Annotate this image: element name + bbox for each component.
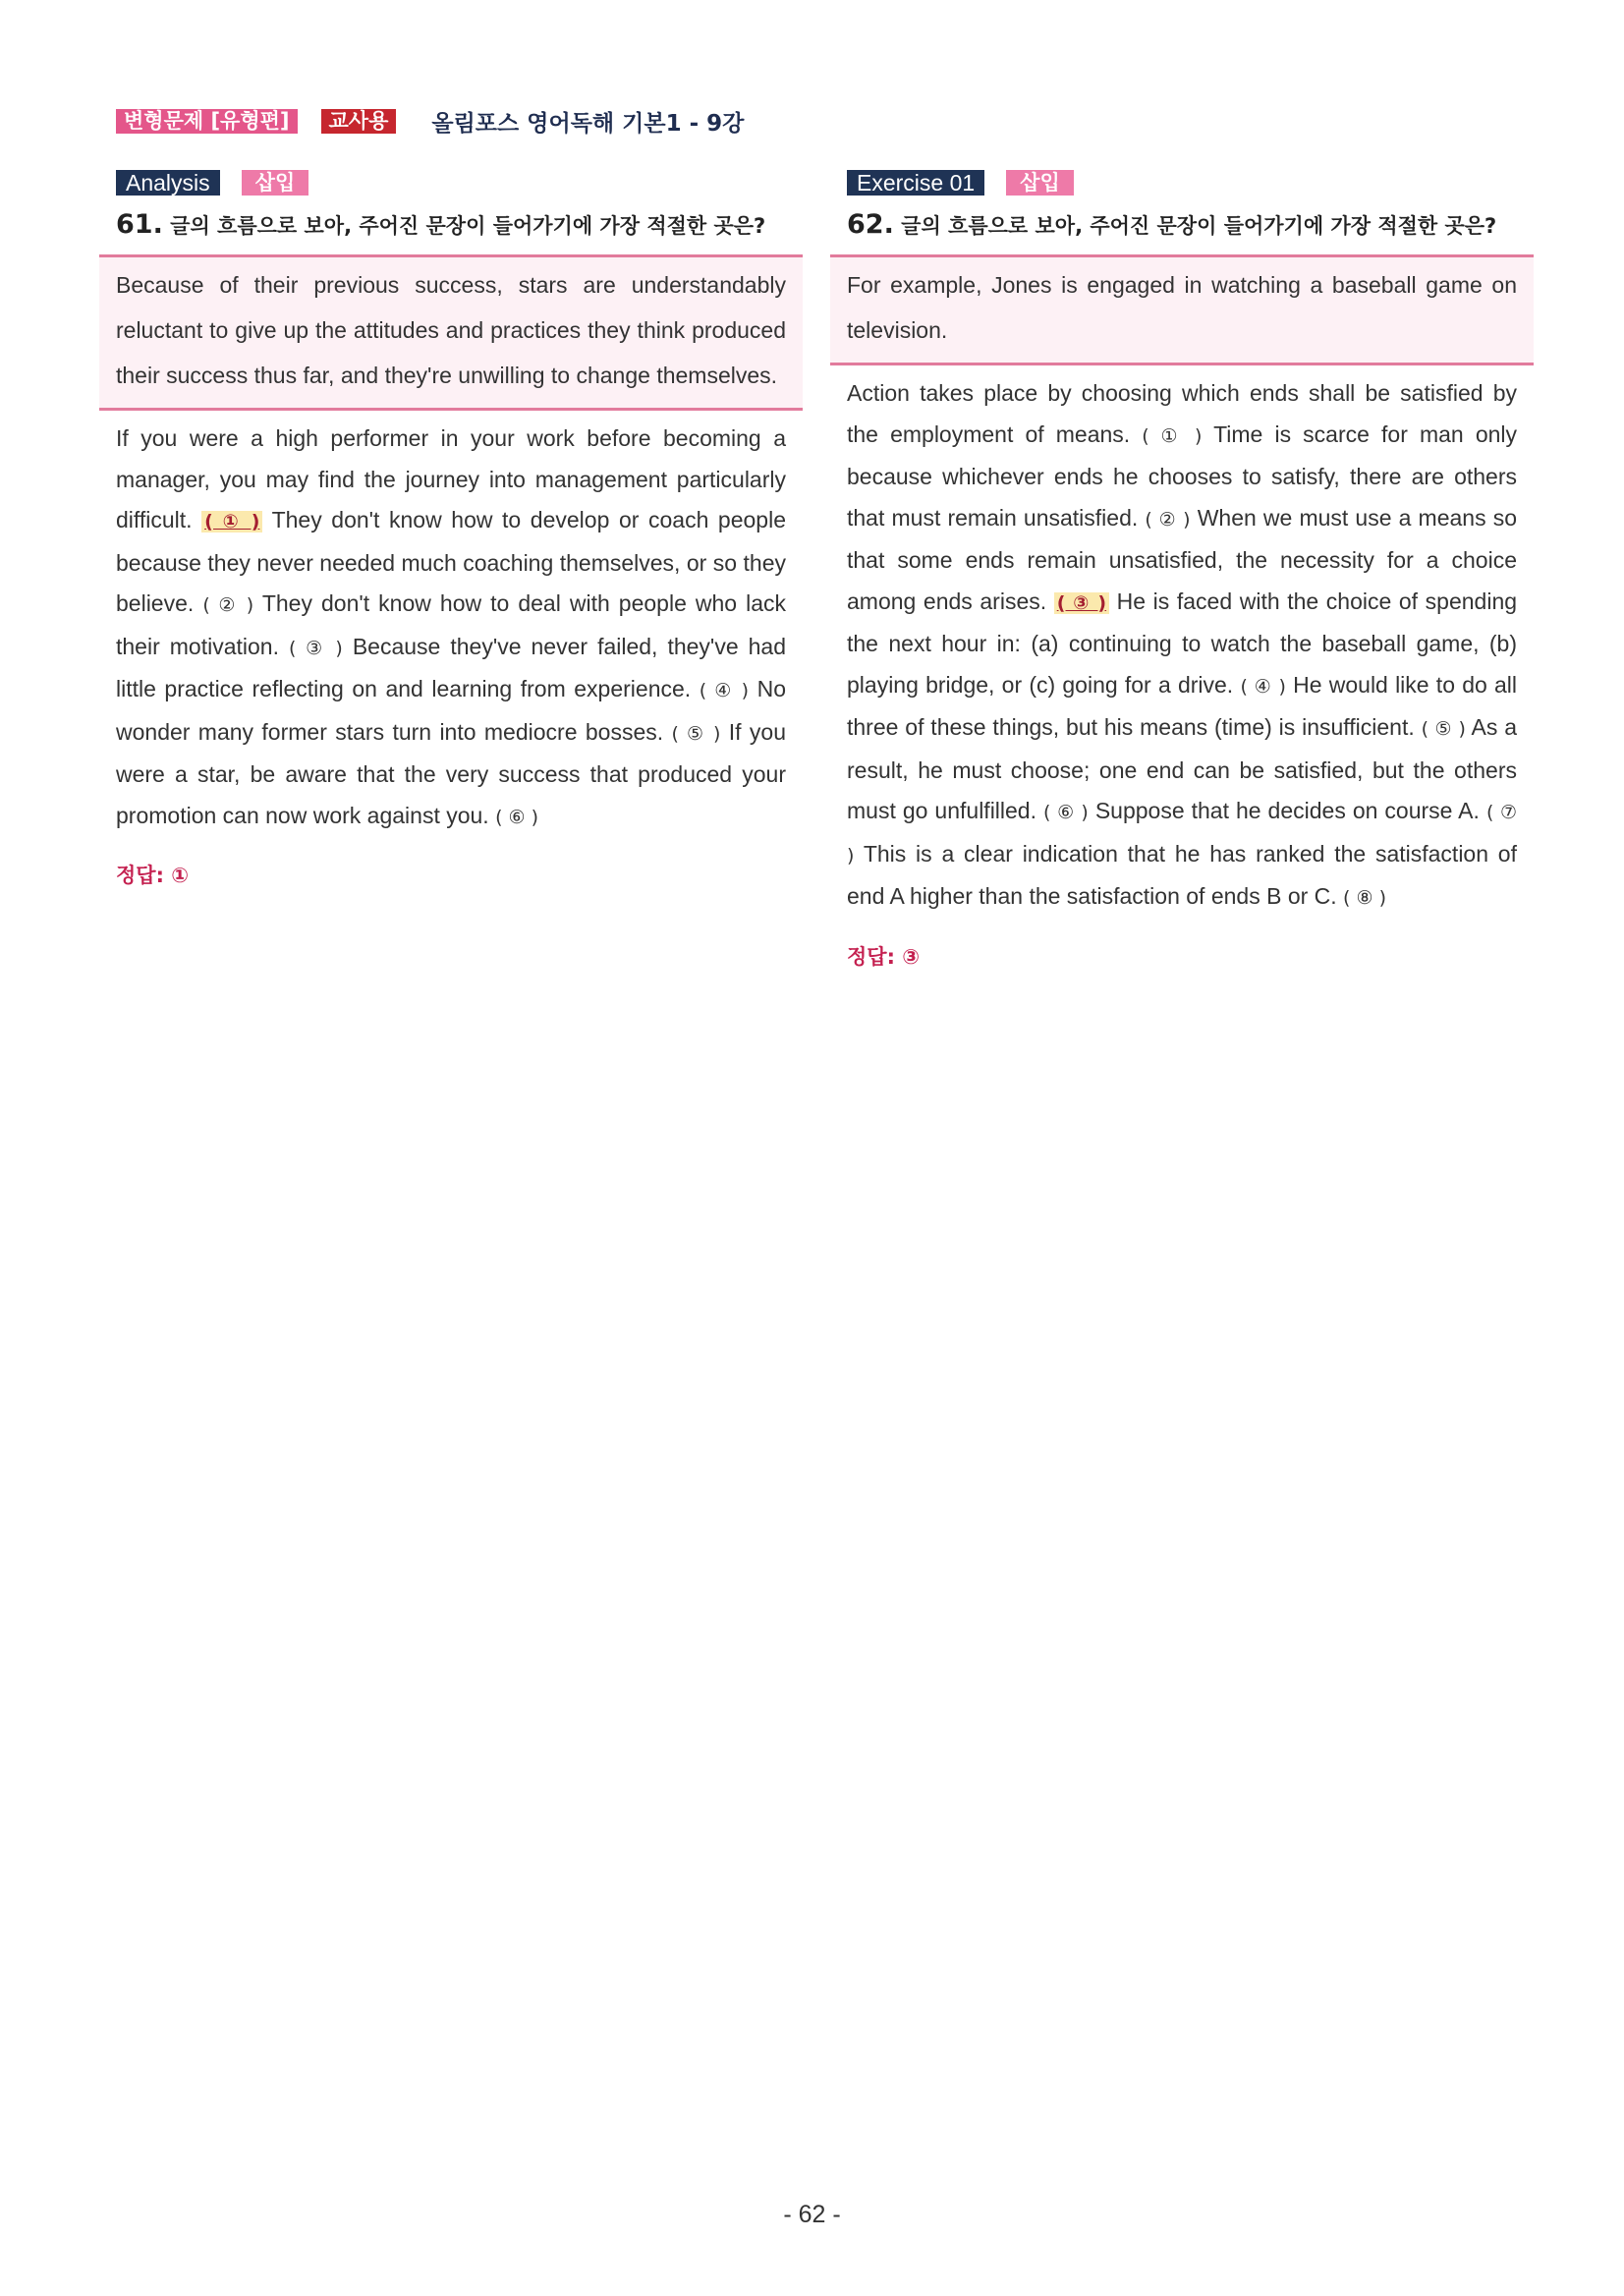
insertion-mark-7: ( ⑦ ) xyxy=(847,802,1518,867)
insertion-mark-3-correct: ( ③ ) xyxy=(1054,592,1109,614)
question-text: 글의 흐름으로 보아, 주어진 문장이 들어가기에 가장 적절한 곳은? xyxy=(901,214,1497,238)
insertion-mark-4: ( ④ ) xyxy=(699,680,750,701)
question-prompt xyxy=(830,206,1534,245)
given-sentence: For example, Jones is engaged in watching a baseball game on television. xyxy=(847,272,1517,343)
question-prompt xyxy=(99,206,803,245)
given-sentence-box xyxy=(99,254,803,411)
passage-sentence-7: Suppose that he decides on course A. xyxy=(1094,798,1480,823)
type-label: 삽입 xyxy=(1006,170,1074,196)
exercise-label: Exercise 01 xyxy=(847,170,984,196)
question-number: 61. xyxy=(116,209,163,240)
passage-sentence-8: This is a clear indication that he has ranked the satisfaction of end A higher than the satisfaction of ends B or C. xyxy=(847,840,1517,909)
insertion-mark-3: ( ③ ) xyxy=(289,637,343,659)
insertion-mark-5: ( ⑤ ) xyxy=(1421,718,1466,740)
given-sentence: Because of their previous success, stars are understandably reluctant to give up the attitudes and practices they think produced their success thus far, and they're unwilling to change themselves. xyxy=(116,272,786,388)
answer: 정답: ③ xyxy=(847,944,921,969)
header-title: 올림포스 영어독해 기본1 - 9강 xyxy=(431,110,745,137)
passage-sentence-4: He is faced with the choice of spending the next hour in: (a) continuing to watch the baseball game, (b) playing bridge, or (c) going for a drive. xyxy=(847,588,1518,698)
insertion-mark-2: ( ② ) xyxy=(202,594,254,616)
passage-sentence-6: If you were a star, be aware that the very success that produced your promotion can now work against you. xyxy=(116,718,787,828)
page-number: - 62 - xyxy=(783,2201,841,2228)
insertion-mark-6: ( ⑥ ) xyxy=(495,806,539,828)
passage xyxy=(830,365,1534,920)
label-row xyxy=(830,169,1534,196)
insertion-mark-1-correct: ( ① ) xyxy=(201,511,262,532)
label-row xyxy=(99,169,803,196)
passage-sentence-1: If you were a high performer in your work before becoming a manager, you may find the journey into management particularly difficult. xyxy=(116,425,786,532)
teacher-tag: 교사용 xyxy=(321,109,397,134)
page-header xyxy=(116,106,744,136)
question-62 xyxy=(830,169,1534,971)
question-text: 글의 흐름으로 보아, 주어진 문장이 들어가기에 가장 적절한 곳은? xyxy=(170,214,766,238)
passage-sentence-6: As a result, he must choose; one end can be satisfied, but the others must go unfulfilled. xyxy=(847,714,1518,823)
passage-sentence-5: He would like to do all three of these things, but his means (time) is insufficient. xyxy=(847,671,1518,740)
passage xyxy=(99,411,803,838)
category-tag: 변형문제 [유형편] xyxy=(116,109,298,134)
analysis-label: Analysis xyxy=(116,170,220,196)
passage-sentence-3: When we must use a means so that some ends remain unsatisfied, the necessity for a choice among ends arises. xyxy=(847,504,1518,614)
insertion-mark-8: ( ⑧ ) xyxy=(1343,887,1386,909)
passage-sentence-5: No wonder many former stars turn into mediocre bosses. xyxy=(116,676,786,745)
insertion-mark-1: ( ① ) xyxy=(1142,424,1203,447)
passage-sentence-2: They don't know how to develop or coach people because they never needed much coaching themselves, or so they believe. xyxy=(116,507,786,616)
insertion-mark-6: ( ⑥ ) xyxy=(1043,802,1089,823)
passage-sentence-2: Time is scarce for man only because whichever ends he chooses to satisfy, there are others that must remain unsatisfied. xyxy=(847,420,1518,531)
passage-sentence-1: Action takes place by choosing which ends shall be satisfied by the employment of means. xyxy=(847,380,1517,447)
question-number: 62. xyxy=(847,209,894,240)
insertion-mark-5: ( ⑤ ) xyxy=(671,722,721,745)
type-label: 삽입 xyxy=(242,170,309,196)
insertion-mark-2: ( ② ) xyxy=(1145,508,1191,531)
passage-sentence-4: Because they've never failed, they've had little practice reflecting on and learning from experience. xyxy=(116,633,786,701)
given-sentence-box xyxy=(830,254,1534,365)
answer: 정답: ① xyxy=(116,864,190,887)
question-61 xyxy=(99,169,803,889)
passage-sentence-3: They don't know how to deal with people who lack their motivation. xyxy=(116,590,787,659)
insertion-mark-4: ( ④ ) xyxy=(1240,675,1286,698)
